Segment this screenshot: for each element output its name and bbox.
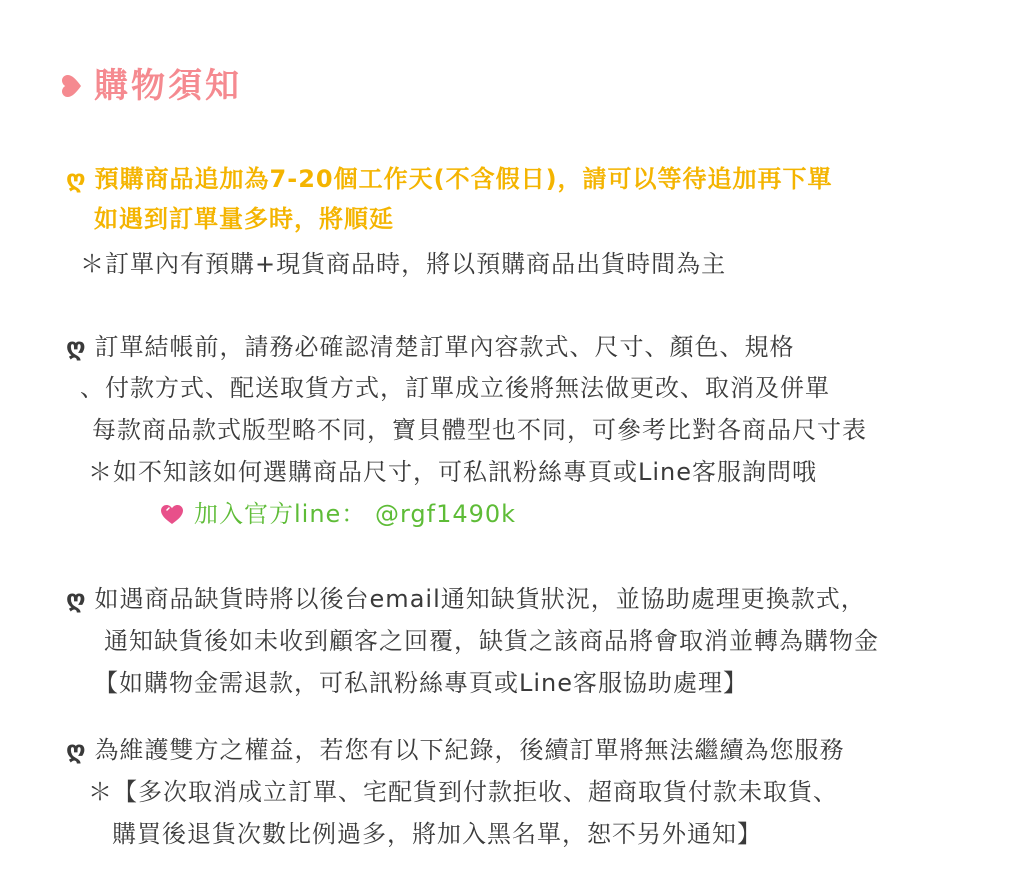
section1-line3: ＊訂單內有預購+現貨商品時，將以預購商品出貨時間為主	[80, 250, 727, 278]
section3-line2: 通知缺貨後如未收到顧客之回覆，缺貨之該商品將會取消並轉為購物金	[104, 627, 879, 655]
official-line-link: 加入官方line： @rgf1490k	[194, 500, 517, 528]
section4-line1	[66, 735, 845, 765]
section2-line2: 、付款方式、配送取貨方式，訂單成立後將無法做更改、取消及併單	[80, 374, 830, 402]
section3-text1: 如遇商品缺貨時將以後台email通知缺貨狀況，並協助處理更換款式，	[94, 585, 866, 613]
page-header	[60, 66, 242, 106]
section1-line1	[66, 164, 833, 194]
bullet-icon: ღ	[66, 165, 87, 193]
official-line-row	[160, 499, 516, 529]
section2-line3: 每款商品款式版型略不同，寶貝體型也不同，可參考比對各商品尺寸表	[92, 416, 867, 444]
section4-line3: 購買後退貨次數比例過多，將加入黑名單，恕不另外通知】	[112, 820, 762, 848]
section2-text1: 訂單結帳前，請務必確認清楚訂單內容款式、尺寸、顏色、規格	[94, 333, 795, 361]
bullet-icon: ღ	[66, 736, 87, 764]
bullet-icon: ღ	[66, 585, 87, 613]
section1-line2: 如遇到訂單量多時，將順延	[94, 205, 394, 233]
section2-line4: ＊如不知該如何選購商品尺寸，可私訊粉絲專頁或Line客服詢問哦	[88, 458, 818, 486]
bullet-icon: ღ	[66, 333, 87, 361]
section1-text1: 預購商品追加為7-20個工作天(不含假日)，請可以等待追加再下單	[94, 165, 833, 193]
heart-icon	[60, 74, 84, 98]
section3-line3: 【如購物金需退款，可私訊粉絲專頁或Line客服協助處理】	[94, 669, 749, 697]
section4-line2: ＊【多次取消成立訂單、宅配貨到付款拒收、超商取貨付款未取貨、	[88, 778, 838, 806]
section3-line1	[66, 584, 866, 614]
pink-heart-icon	[160, 503, 184, 525]
section2-line1	[66, 332, 795, 362]
page-title: 購物須知	[94, 66, 242, 106]
section4-text1: 為維護雙方之權益，若您有以下紀錄，後續訂單將無法繼續為您服務	[94, 736, 845, 764]
